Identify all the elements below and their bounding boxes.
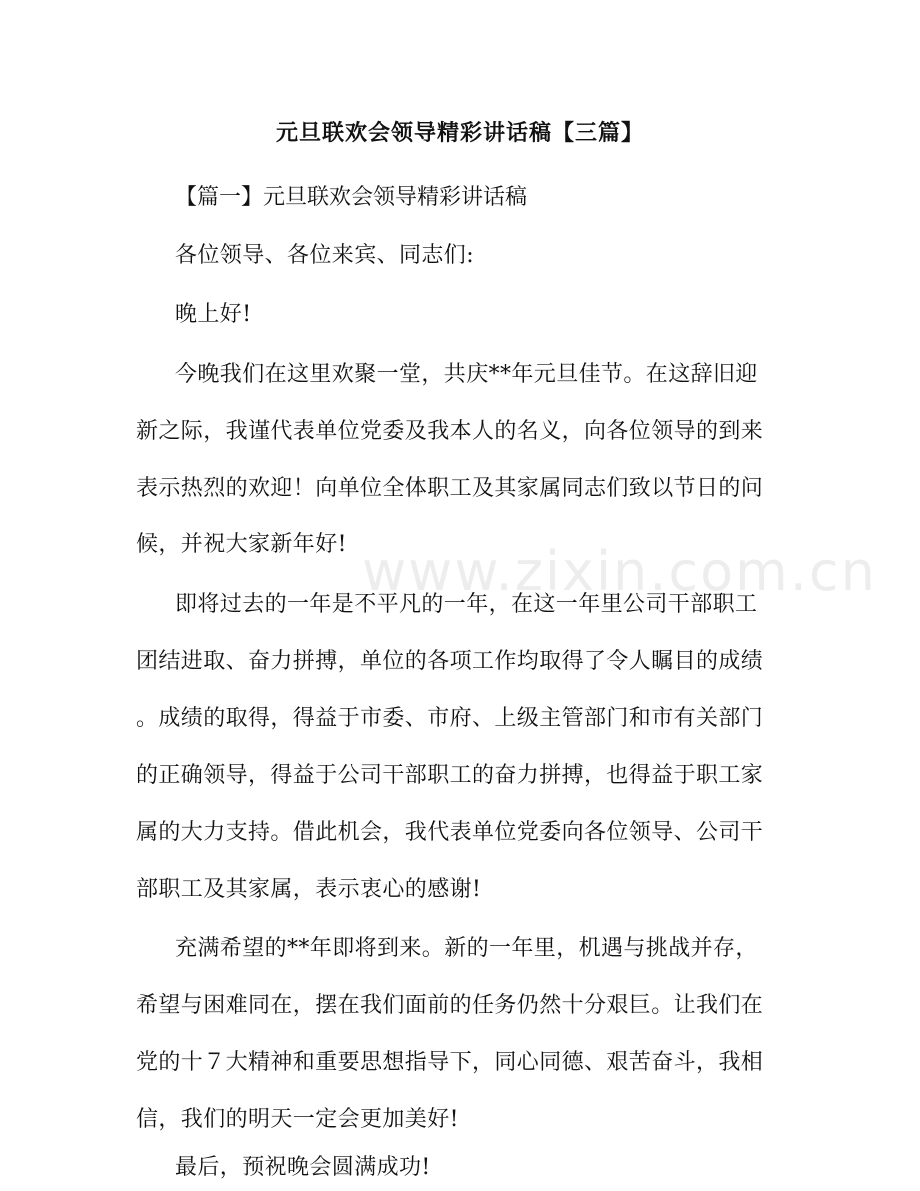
document-title: 元旦联欢会领导精彩讲话稿【三篇】: [275, 121, 644, 146]
watermark-text: www.zixin.com.cn: [362, 540, 877, 603]
paragraph-2-line-1: 即将过去的一年是不平凡的一年，在这一年里公司干部职工: [175, 592, 758, 617]
paragraph-3-line-1: 充满希望的**年即将到来。新的一年里，机遇与挑战并存，: [175, 936, 758, 961]
paragraph-3-line-3: 党的十７大精神和重要思想指导下，同心同德、艰苦奋斗，我相: [136, 1050, 764, 1075]
paragraph-3-line-4: 信，我们的明天一定会更加美好!: [136, 1107, 459, 1132]
paragraph-1-line-2: 新之际，我谨代表单位党委及我本人的名义，向各位领导的到来: [136, 419, 764, 444]
paragraph-2-line-5: 属的大力支持。借此机会，我代表单位党委向各位领导、公司干: [136, 820, 764, 845]
paragraph-3-line-2: 希望与困难同在，摆在我们面前的任务仍然十分艰巨。让我们在: [136, 993, 764, 1018]
paragraph-1-line-4: 候，并祝大家新年好!: [136, 532, 347, 557]
closing-line: 最后，预祝晚会圆满成功!: [175, 1155, 431, 1180]
paragraph-2-line-6: 部职工及其家属，表示衷心的感谢!: [136, 877, 482, 902]
salutation-line: 晚上好!: [175, 302, 252, 327]
section-heading: 【篇一】元旦联欢会领导精彩讲话稿: [175, 185, 528, 210]
greeting-line: 各位领导、各位来宾、同志们:: [175, 243, 475, 268]
paragraph-1-line-1: 今晚我们在这里欢聚一堂，共庆**年元旦佳节。在这辞旧迎: [175, 362, 758, 387]
paragraph-2-line-3: 。成绩的取得，得益于市委、市府、上级主管部门和市有关部门: [136, 706, 764, 731]
paragraph-2-line-4: 的正确领导，得益于公司干部职工的奋力拼搏，也得益于职工家: [136, 763, 764, 788]
paragraph-2-line-2: 团结进取、奋力拼搏，单位的各项工作均取得了令人瞩目的成绩: [136, 649, 764, 674]
paragraph-1-line-3: 表示热烈的欢迎！向单位全体职工及其家属同志们致以节日的问: [136, 476, 764, 501]
